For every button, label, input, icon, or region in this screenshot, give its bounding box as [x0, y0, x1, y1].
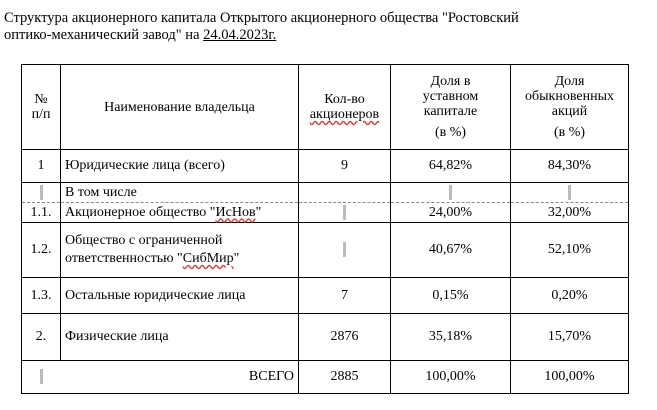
row-owner: Физические лица — [61, 314, 299, 361]
table-row — [22, 150, 629, 183]
cell-marker — [568, 185, 571, 200]
header-share-common-line3: акций — [551, 104, 588, 119]
row-owner — [61, 203, 299, 223]
cell-marker — [40, 185, 43, 200]
owner-line-2-prefix: ответственностью " — [65, 251, 183, 266]
row-num: 1 — [22, 150, 61, 183]
header-count — [299, 65, 391, 150]
table-total-row — [22, 361, 629, 394]
row-count: 9 — [299, 150, 391, 183]
row-count — [299, 223, 391, 278]
header-share-capital-line3: капитале — [423, 104, 478, 119]
row-owner: Остальные юридические лица — [61, 278, 299, 314]
row-num: 1.3. — [22, 278, 61, 314]
header-share-capital-unit: (в %) — [434, 125, 467, 140]
row-capital: 64,82% — [391, 150, 511, 183]
row-owner: Юридические лица (всего) — [61, 150, 299, 183]
row-common: 84,30% — [511, 150, 629, 183]
header-share-capital-line1: Доля в — [430, 74, 471, 89]
owner-name-mark: ИсНов — [215, 204, 256, 220]
row-count — [299, 203, 391, 223]
total-capital: 100,00% — [391, 361, 511, 394]
header-share-common-line2: обыкновенных — [525, 89, 614, 104]
subheader-label: В том числе — [61, 183, 299, 203]
table-header-row — [22, 65, 629, 150]
row-capital: 0,15% — [391, 278, 511, 314]
total-num-cell — [22, 361, 61, 394]
cell-marker — [40, 369, 43, 384]
title-date: 24.04.2023г. — [203, 27, 277, 43]
header-share-capital — [391, 65, 511, 150]
row-num: 1.2. — [22, 223, 61, 278]
total-label: ВСЕГО — [61, 361, 299, 394]
row-num: 1.1. — [22, 203, 61, 223]
header-share-capital-line2: уставном — [422, 89, 479, 104]
subheader-common-cell — [511, 183, 629, 203]
header-num — [22, 65, 61, 150]
header-share-common-unit: (в %) — [553, 125, 586, 140]
header-count-line1: Кол-во — [324, 92, 365, 107]
header-num-line1: № — [34, 92, 48, 107]
owner-prefix: Акционерное общество " — [65, 204, 216, 220]
subheader-count-cell — [299, 183, 391, 203]
title-line-1: Структура акционерного капитала Открытого акционерного общества "Ростовский — [4, 10, 519, 26]
table-row — [22, 278, 629, 314]
table-row — [22, 223, 629, 278]
row-count: 2876 — [299, 314, 391, 361]
document-title — [4, 10, 644, 44]
row-capital: 40,67% — [391, 223, 511, 278]
subheader-num-cell — [22, 183, 61, 203]
owner-name-mark: СибМир — [182, 251, 234, 266]
cell-marker — [449, 185, 452, 200]
owner-suffix: " — [255, 204, 262, 220]
owner-suffix: " — [233, 251, 240, 266]
total-common: 100,00% — [511, 361, 629, 394]
table-subheader-row — [22, 183, 629, 203]
cell-marker — [343, 242, 346, 257]
header-owner: Наименование владельца — [61, 65, 299, 150]
row-common: 15,70% — [511, 314, 629, 361]
row-capital: 24,00% — [391, 203, 511, 223]
row-common: 0,20% — [511, 278, 629, 314]
header-share-common — [511, 65, 629, 150]
row-count: 7 — [299, 278, 391, 314]
row-owner — [61, 223, 299, 278]
title-line-2: оптико-механический завод" на — [4, 27, 204, 43]
subheader-capital-cell — [391, 183, 511, 203]
header-num-line2: п/п — [31, 107, 51, 122]
table-row — [22, 203, 629, 223]
row-common: 32,00% — [511, 203, 629, 223]
row-num: 2. — [22, 314, 61, 361]
table-row — [22, 314, 629, 361]
header-share-common-line1: Доля — [554, 74, 585, 89]
header-count-line2: акционеров — [309, 107, 380, 122]
cell-marker — [343, 205, 346, 220]
total-count: 2885 — [299, 361, 391, 394]
row-common: 52,10% — [511, 223, 629, 278]
owner-line-1: Общество с ограниченной — [65, 233, 223, 248]
share-capital-table — [21, 64, 629, 394]
row-capital: 35,18% — [391, 314, 511, 361]
